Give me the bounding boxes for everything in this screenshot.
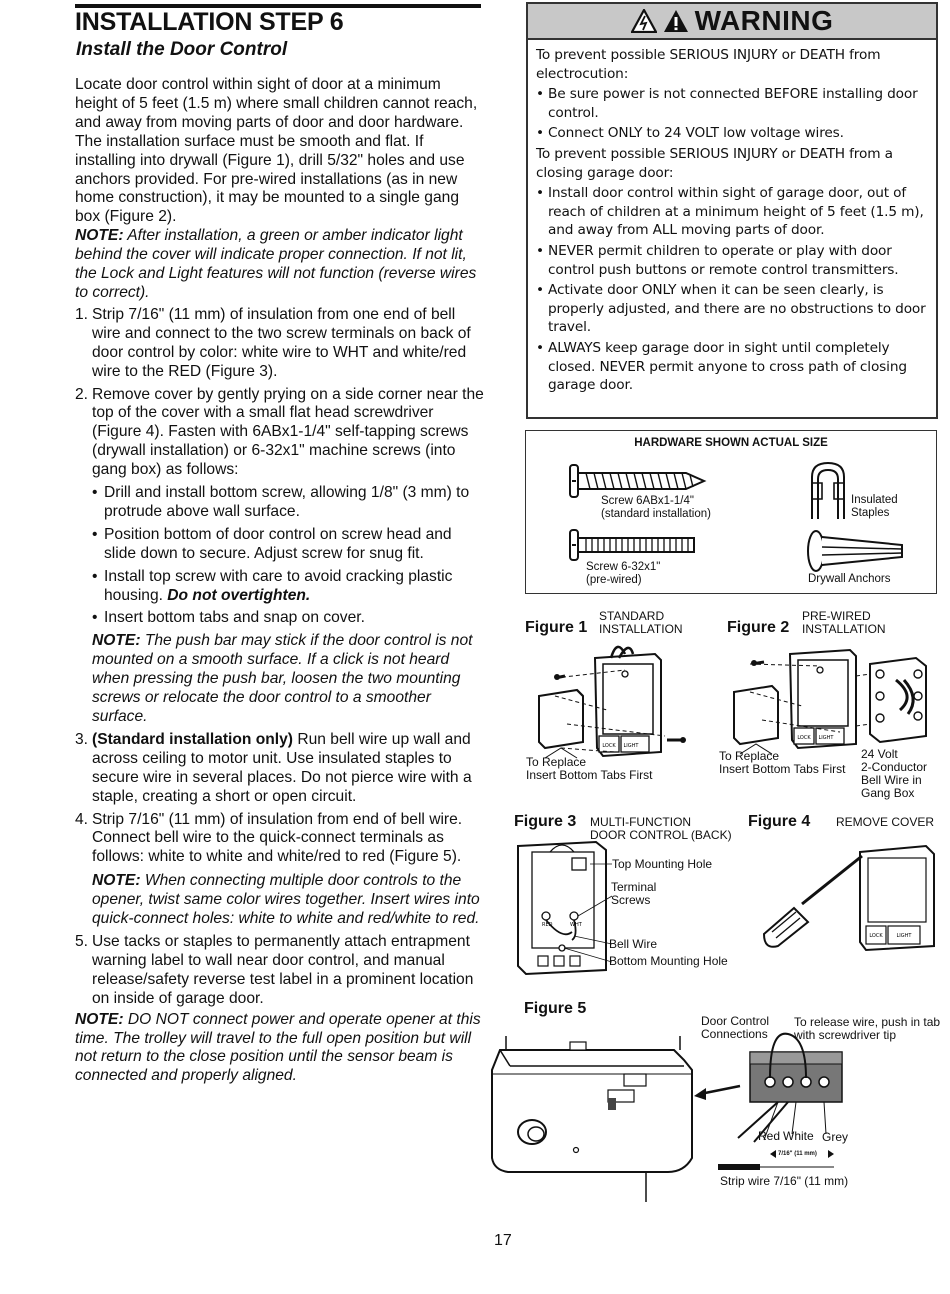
warning-box	[526, 2, 938, 419]
staples-label	[851, 494, 898, 520]
step-text: Remove cover by gently prying on a side corner near the top of the cover with a small flat head screwdriver (Figure 4). Fasten with 6ABx1-1/4" self-tapping screws (drywall installation) or 6-32x1" machine screws (into gang box) as follows:	[92, 385, 484, 479]
step-number: 5.	[75, 932, 89, 950]
red-terminal-label: RED	[542, 922, 553, 928]
warning-paragraph: To prevent possible SERIOUS INJURY or DEATH from electrocution:	[536, 47, 881, 82]
step-text: Strip 7/16" (11 mm) of insulation from end of bell wire. Connect bell wire to the quick-connect terminals as follows: white to white and white/red to red (Figure 5).	[92, 810, 463, 866]
label-line: Insulated	[851, 494, 898, 506]
step-lead: (Standard installation only)	[92, 730, 293, 748]
grey-wire-label: Grey	[822, 1130, 849, 1144]
strip-wire-label: Strip wire 7/16" (11 mm)	[720, 1174, 849, 1188]
label-line: To release wire, push in tab	[794, 1015, 941, 1029]
bullet-emphasis: Do not overtighten.	[167, 586, 311, 604]
bullet-item: • Insert bottom tabs and snap on cover.	[92, 609, 485, 628]
warning-header	[528, 4, 936, 40]
label-line: Screw 6-32x1"	[586, 561, 661, 573]
step-2	[75, 386, 485, 727]
electric-shock-icon	[631, 9, 657, 33]
note-text: After installation, a green or amber indicator light behind the cover will indicate proper connection. If not lit, the Lock and Light features will not function (reverse wires to correct).	[75, 227, 477, 301]
drywall-anchor-icon	[806, 529, 906, 573]
step-5	[75, 933, 485, 1009]
figure-2-label: Figure 2	[727, 619, 790, 636]
note-do-not-connect	[75, 1011, 485, 1087]
figure-2-illustration	[720, 640, 935, 755]
caption-line: MULTI-FUNCTION	[590, 815, 692, 829]
step-number: 4.	[75, 810, 89, 828]
note-indicator-light	[75, 227, 485, 303]
caption-line: INSTALLATION	[599, 622, 683, 636]
warning-item: • ALWAYS keep garage door in sight until completely closed. NEVER permit anyone to cross path of closing garage door.	[536, 339, 928, 395]
figure-1-caption	[599, 610, 683, 636]
hardware-box	[525, 430, 937, 594]
label-line: Gang Box	[861, 786, 915, 800]
note-label: NOTE:	[92, 872, 141, 890]
warning-list-electrocution	[536, 85, 928, 143]
figure-2-wire-label	[861, 748, 927, 800]
note-text: DO NOT connect power and operate opener at this time. The trolley will travel to the full open position but will not return to the close position until the sensor beam is connected and properly aligned.	[75, 1010, 481, 1085]
label-line: (standard installation)	[601, 508, 711, 520]
terminal-block-icon	[738, 1034, 842, 1142]
bell-wire-label: Bell Wire	[609, 937, 658, 951]
label-line: 24 Volt	[861, 747, 898, 761]
gang-box-icon	[870, 658, 926, 742]
note-text: The push bar may stick if the door control is not mounted on a smooth surface. If a click is not heard when pressing the push bar, loosen the two mounting screws or relocate the door control to a smoother surface.	[92, 632, 473, 725]
screw-632-icon	[568, 528, 698, 562]
red-wire-label: Red	[758, 1129, 781, 1143]
label-line: Bell Wire in	[861, 773, 922, 787]
note-label: NOTE:	[75, 227, 124, 245]
hardware-title: HARDWARE SHOWN ACTUAL SIZE	[634, 437, 828, 449]
step-text: Strip 7/16" (11 mm) of insulation from one end of bell wire and connect to the two screw terminals on back of door control by color: white wire to WHT and white/red wire to the RED (Figure 3).	[92, 305, 471, 380]
warning-paragraph: To prevent possible SERIOUS INJURY or DEATH from a closing garage door:	[536, 145, 893, 181]
figure-3-illustration	[512, 840, 612, 978]
warning-item: • Activate door ONLY when it can be seen clearly, is properly adjusted, and there are no obstructions to door travel.	[536, 281, 928, 337]
warning-item: • NEVER permit children to operate or play with door control push buttons or remote control transmitters.	[536, 242, 928, 279]
page-subtitle: Install the Door Control	[76, 39, 288, 60]
step-number: 3.	[75, 730, 89, 748]
note-label: NOTE:	[92, 632, 141, 650]
step-3	[75, 731, 485, 807]
insulated-staple-icon	[808, 459, 848, 521]
intro-paragraph: Locate door control within sight of door at a minimum height of 5 feet (1.5 m) where small children cannot reach, and away from moving parts of door and door hardware. The installation surface must be smooth and flat. If installing into drywall (Figure 1), drill 5/32" holes and use anchors provided. For pre-wired installations (as in new home construction), it may be mounted to a single gang box (Figure 2).	[75, 76, 478, 226]
label-line: Screw 6ABx1-1/4"	[601, 495, 694, 507]
label-line: Staples	[851, 507, 890, 519]
label-line: (pre-wired)	[586, 574, 642, 586]
figure-5-label: Figure 5	[524, 1000, 587, 1017]
lock-label: LOCK	[869, 933, 883, 939]
motor-unit-icon	[492, 1036, 692, 1202]
anchors-label: Drywall Anchors	[808, 573, 891, 585]
note-line: To Replace	[719, 749, 780, 763]
warning-body	[528, 40, 936, 395]
caption-line: DOOR CONTROL (BACK)	[590, 828, 732, 842]
step-text: Use tacks or staples to permanently attach entrapment warning label to wall near door control, and manual release/safety reverse test label in a prominent location on inside of garage door.	[92, 932, 474, 1007]
figure-1-note	[526, 756, 653, 782]
lock-label: LOCK	[797, 735, 811, 741]
caption-line: STANDARD	[599, 609, 665, 623]
caption-line: PRE-WIRED	[802, 609, 871, 623]
figure-3-caption	[590, 816, 732, 842]
step-1	[75, 306, 485, 382]
light-label: LIGHT	[896, 933, 912, 939]
figure-4-caption: REMOVE COVER	[836, 815, 935, 829]
figure-2-note	[719, 750, 846, 776]
warning-triangle-icon	[663, 9, 689, 33]
figure-2-caption	[802, 610, 886, 636]
warning-list-door	[536, 184, 928, 395]
screwdriver-icon	[764, 856, 862, 947]
light-label: LIGHT	[623, 743, 639, 749]
label-line: Terminal	[611, 880, 657, 894]
warning-item: • Connect ONLY to 24 VOLT low voltage wires.	[536, 124, 928, 143]
page-title: INSTALLATION STEP 6	[75, 8, 344, 36]
step-number: 2.	[75, 385, 89, 403]
note-line: Insert Bottom Tabs First	[526, 768, 653, 782]
screw-632-label	[586, 561, 660, 587]
screw-6abx-label	[601, 495, 711, 521]
step-4	[75, 811, 485, 929]
white-wire-label: White	[783, 1129, 814, 1143]
warning-title: WARNING	[694, 5, 834, 36]
figure-3-label: Figure 3	[514, 813, 577, 830]
caption-line: INSTALLATION	[802, 622, 886, 636]
bullet-item: • Drill and install bottom screw, allowing 1/8" (3 mm) to protrude above wall surface.	[92, 484, 485, 522]
figure-1-illustration	[525, 640, 700, 760]
label-line: Connections	[701, 1027, 768, 1041]
figure-1-label: Figure 1	[525, 619, 588, 636]
label-line: with screwdriver tip	[794, 1028, 897, 1042]
note-line: To Replace	[526, 755, 587, 769]
figure-4-illustration	[758, 838, 938, 953]
note-text: When connecting multiple door controls to the opener, twist same color wires together. Insert wires into quick-connect holes: white to white and red/white to red.	[92, 872, 480, 928]
label-line: 2-Conductor	[861, 760, 928, 774]
label-line: Door Control	[701, 1014, 770, 1028]
note-multiple-controls	[92, 872, 485, 929]
step-number: 1.	[75, 305, 89, 323]
bottom-hole-label: Bottom Mounting Hole	[609, 954, 728, 968]
bullet-text: Install top screw with care to avoid cracking plastic housing.	[104, 567, 453, 604]
figure-4-label: Figure 4	[748, 813, 811, 830]
screw-icon	[554, 674, 565, 680]
dimension-label: 7/16" (11 mm)	[778, 1151, 817, 1157]
page-number: 17	[494, 1232, 512, 1249]
light-label: LIGHT	[818, 735, 834, 741]
bullet-item	[92, 568, 485, 606]
terminal-screws-label	[611, 881, 656, 907]
screw-icon	[667, 737, 686, 743]
warning-item: • Be sure power is not connected BEFORE installing door control.	[536, 85, 928, 122]
bullet-item: • Position bottom of door control on screw head and slide down to secure. Adjust screw for snug fit.	[92, 526, 485, 564]
steps-list	[75, 306, 485, 1009]
note-label: NOTE:	[75, 1010, 124, 1028]
step-text: Run bell wire up wall and across ceiling to motor unit. Use insulated staples to secure wire in several places. Do not pierce wire with a staple, creating a short or open circuit.	[92, 730, 472, 805]
step-2-bullets	[92, 484, 485, 628]
wht-terminal-label: WHT	[570, 922, 582, 928]
label-line: Screws	[611, 893, 651, 907]
screw-icon	[751, 660, 764, 666]
note-push-bar	[92, 632, 485, 727]
top-hole-label: Top Mounting Hole	[612, 857, 713, 871]
instructions	[75, 76, 485, 1086]
warning-item: • Install door control within sight of garage door, out of reach of children at a minimum height of 5 feet (1.5 m), and away from ALL moving parts of door.	[536, 184, 928, 240]
note-line: Insert Bottom Tabs First	[719, 762, 846, 776]
lock-label: LOCK	[602, 743, 616, 749]
